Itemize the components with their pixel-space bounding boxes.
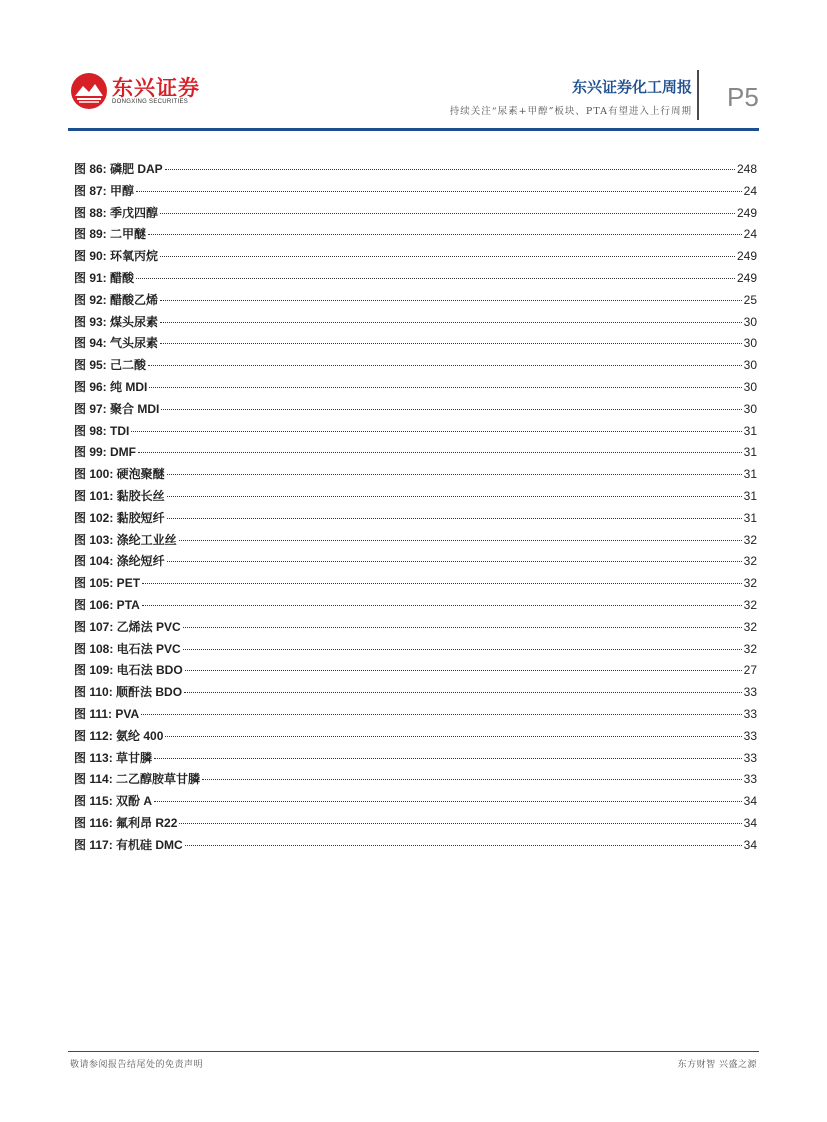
toc-entry[interactable] — [74, 792, 757, 814]
toc-dot-leader — [167, 518, 742, 519]
toc-dot-leader — [141, 714, 741, 715]
toc-dot-leader — [185, 845, 742, 846]
toc-entry-label: 图 105: PET — [74, 576, 141, 591]
toc-entry-page: 32 — [743, 641, 757, 656]
toc-entry-label: 图 104: 涤纶短纤 — [74, 554, 165, 569]
toc-entry[interactable] — [74, 574, 757, 596]
toc-entry-label: 图 97: 聚合 MDI — [74, 401, 160, 416]
toc-entry[interactable] — [74, 487, 757, 509]
toc-entry-page: 33 — [743, 772, 757, 787]
toc-entry-page: 31 — [743, 467, 757, 482]
toc-entry-label: 图 115: 双酚 A — [74, 794, 153, 809]
toc-entry[interactable] — [74, 727, 757, 749]
toc-entry-page: 32 — [743, 576, 757, 591]
toc-entry-page: 33 — [743, 750, 757, 765]
toc-entry-page: 31 — [743, 423, 757, 438]
toc-entry[interactable] — [74, 683, 757, 705]
toc-entry-label: 图 103: 涤纶工业丝 — [74, 532, 177, 547]
header-rule — [68, 128, 759, 131]
toc-entry-page: 34 — [743, 815, 757, 830]
toc-dot-leader — [154, 801, 742, 802]
toc-entry[interactable] — [74, 247, 757, 269]
toc-entry-page: 30 — [743, 314, 757, 329]
toc-entry-label: 图 109: 电石法 BDO — [74, 663, 183, 678]
toc-entry-label: 图 89: 二甲醚 — [74, 227, 147, 242]
toc-entry-label: 图 102: 黏胶短纤 — [74, 510, 165, 525]
toc-entry[interactable] — [74, 334, 757, 356]
toc-entry-label: 图 87: 甲醇 — [74, 183, 135, 198]
toc-dot-leader — [183, 649, 742, 650]
toc-dot-leader — [185, 670, 742, 671]
toc-entry-label: 图 107: 乙烯法 PVC — [74, 619, 181, 634]
toc-dot-leader — [148, 234, 742, 235]
figure-index-list — [74, 160, 757, 858]
toc-dot-leader — [149, 387, 741, 388]
company-logo — [70, 72, 200, 110]
toc-entry-label: 图 95: 己二酸 — [74, 358, 147, 373]
report-subtitle: 持续关注“尿素+甲醇”板块、PTA有望进入上行周期 — [449, 106, 692, 117]
toc-entry-label: 图 91: 醋酸 — [74, 270, 135, 285]
toc-entry-page: 30 — [743, 379, 757, 394]
disclaimer-note: 敬请参阅报告结尾处的免责声明 — [70, 1060, 204, 1070]
toc-dot-leader — [167, 474, 742, 475]
toc-entry-label: 图 96: 纯 MDI — [74, 379, 148, 394]
toc-entry-label: 图 90: 环氧丙烷 — [74, 249, 159, 264]
toc-entry-page: 249 — [736, 205, 757, 220]
toc-entry[interactable] — [74, 749, 757, 771]
toc-dot-leader — [136, 191, 742, 192]
toc-entry-page: 249 — [736, 249, 757, 264]
toc-entry-page: 30 — [743, 336, 757, 351]
toc-dot-leader — [179, 540, 742, 541]
toc-entry-page: 32 — [743, 532, 757, 547]
toc-entry-page: 33 — [743, 728, 757, 743]
toc-entry-label: 图 116: 氟利昂 R22 — [74, 815, 178, 830]
logo-en-text: DONGXING SECURITIES — [112, 99, 189, 105]
toc-entry-label: 图 112: 氨纶 400 — [74, 728, 164, 743]
toc-dot-leader — [184, 692, 742, 693]
toc-entry[interactable] — [74, 378, 757, 400]
toc-entry[interactable] — [74, 640, 757, 662]
toc-entry[interactable] — [74, 705, 757, 727]
toc-entry-page: 33 — [743, 685, 757, 700]
toc-entry-page: 27 — [743, 663, 757, 678]
toc-entry-label: 图 113: 草甘膦 — [74, 750, 153, 765]
toc-dot-leader — [167, 496, 742, 497]
toc-dot-leader — [165, 169, 735, 170]
toc-entry-page: 31 — [743, 510, 757, 525]
toc-entry-label: 图 92: 醋酸乙烯 — [74, 292, 159, 307]
toc-dot-leader — [160, 256, 735, 257]
toc-entry[interactable] — [74, 836, 757, 858]
toc-entry-label: 图 110: 顺酐法 BDO — [74, 685, 183, 700]
toc-entry-page: 34 — [743, 794, 757, 809]
toc-dot-leader — [202, 779, 742, 780]
toc-dot-leader — [183, 627, 742, 628]
toc-entry[interactable] — [74, 291, 757, 313]
header-divider — [697, 70, 699, 120]
toc-entry-page: 249 — [736, 270, 757, 285]
logo-mark-icon — [70, 72, 108, 110]
toc-dot-leader — [179, 823, 741, 824]
toc-entry-page: 34 — [743, 837, 757, 852]
toc-entry[interactable] — [74, 531, 757, 553]
toc-entry[interactable] — [74, 269, 757, 291]
toc-entry-label: 图 106: PTA — [74, 597, 140, 612]
toc-entry-label: 图 101: 黏胶长丝 — [74, 488, 165, 503]
toc-dot-leader — [148, 365, 742, 366]
toc-dot-leader — [142, 605, 742, 606]
toc-dot-leader — [160, 300, 742, 301]
toc-entry[interactable] — [74, 182, 757, 204]
toc-entry-label: 图 94: 气头尿素 — [74, 336, 159, 351]
toc-entry[interactable] — [74, 313, 757, 335]
toc-entry-page: 24 — [743, 227, 757, 242]
toc-dot-leader — [160, 343, 742, 344]
toc-entry[interactable] — [74, 814, 757, 836]
toc-entry[interactable] — [74, 356, 757, 378]
toc-entry[interactable] — [74, 509, 757, 531]
toc-dot-leader — [167, 561, 742, 562]
toc-dot-leader — [142, 583, 742, 584]
toc-entry-label: 图 98: TDI — [74, 423, 130, 438]
page-header — [0, 0, 827, 135]
toc-dot-leader — [138, 452, 742, 453]
toc-entry-page: 32 — [743, 619, 757, 634]
toc-entry-label: 图 100: 硬泡聚醚 — [74, 467, 165, 482]
toc-entry[interactable] — [74, 400, 757, 422]
toc-entry-label: 图 88: 季戊四醇 — [74, 205, 159, 220]
toc-entry-label: 图 108: 电石法 PVC — [74, 641, 181, 656]
logo-cn-text: 东兴证券 — [112, 76, 200, 100]
toc-entry[interactable] — [74, 552, 757, 574]
report-title: 东兴证券化工周报 — [571, 78, 692, 96]
toc-entry-label: 图 117: 有机硅 DMC — [74, 837, 183, 852]
toc-entry-label: 图 111: PVA — [74, 706, 140, 721]
toc-entry-page: 33 — [743, 706, 757, 721]
toc-entry-label: 图 99: DMF — [74, 445, 137, 460]
toc-entry-page: 248 — [736, 162, 757, 176]
toc-dot-leader — [165, 736, 741, 737]
toc-entry[interactable] — [74, 465, 757, 487]
toc-dot-leader — [136, 278, 735, 279]
footer-slogan: 东方财智 兴盛之源 — [677, 1060, 757, 1070]
toc-entry-page: 31 — [743, 445, 757, 460]
footer-rule — [68, 1051, 759, 1052]
toc-entry-page: 25 — [743, 292, 757, 307]
toc-entry[interactable] — [74, 160, 757, 182]
toc-dot-leader — [160, 322, 742, 323]
toc-entry-label: 图 114: 二乙醇胺草甘膦 — [74, 772, 201, 787]
toc-entry-page: 30 — [743, 401, 757, 416]
toc-entry[interactable] — [74, 770, 757, 792]
toc-entry-page: 32 — [743, 554, 757, 569]
toc-dot-leader — [161, 409, 741, 410]
toc-dot-leader — [160, 213, 735, 214]
toc-entry[interactable] — [74, 204, 757, 226]
toc-dot-leader — [131, 431, 741, 432]
page-number: P5 — [727, 82, 759, 112]
toc-entry[interactable] — [74, 618, 757, 640]
toc-entry-page: 32 — [743, 597, 757, 612]
toc-entry[interactable] — [74, 443, 757, 465]
toc-entry-label: 图 86: 磷肥 DAP — [74, 162, 163, 176]
toc-entry-page: 31 — [743, 488, 757, 503]
toc-dot-leader — [154, 758, 742, 759]
toc-entry[interactable] — [74, 225, 757, 247]
toc-entry[interactable] — [74, 422, 757, 444]
toc-entry-page: 24 — [743, 183, 757, 198]
toc-entry-label: 图 93: 煤头尿素 — [74, 314, 159, 329]
toc-entry[interactable] — [74, 661, 757, 683]
toc-entry-page: 30 — [743, 358, 757, 373]
toc-entry[interactable] — [74, 596, 757, 618]
